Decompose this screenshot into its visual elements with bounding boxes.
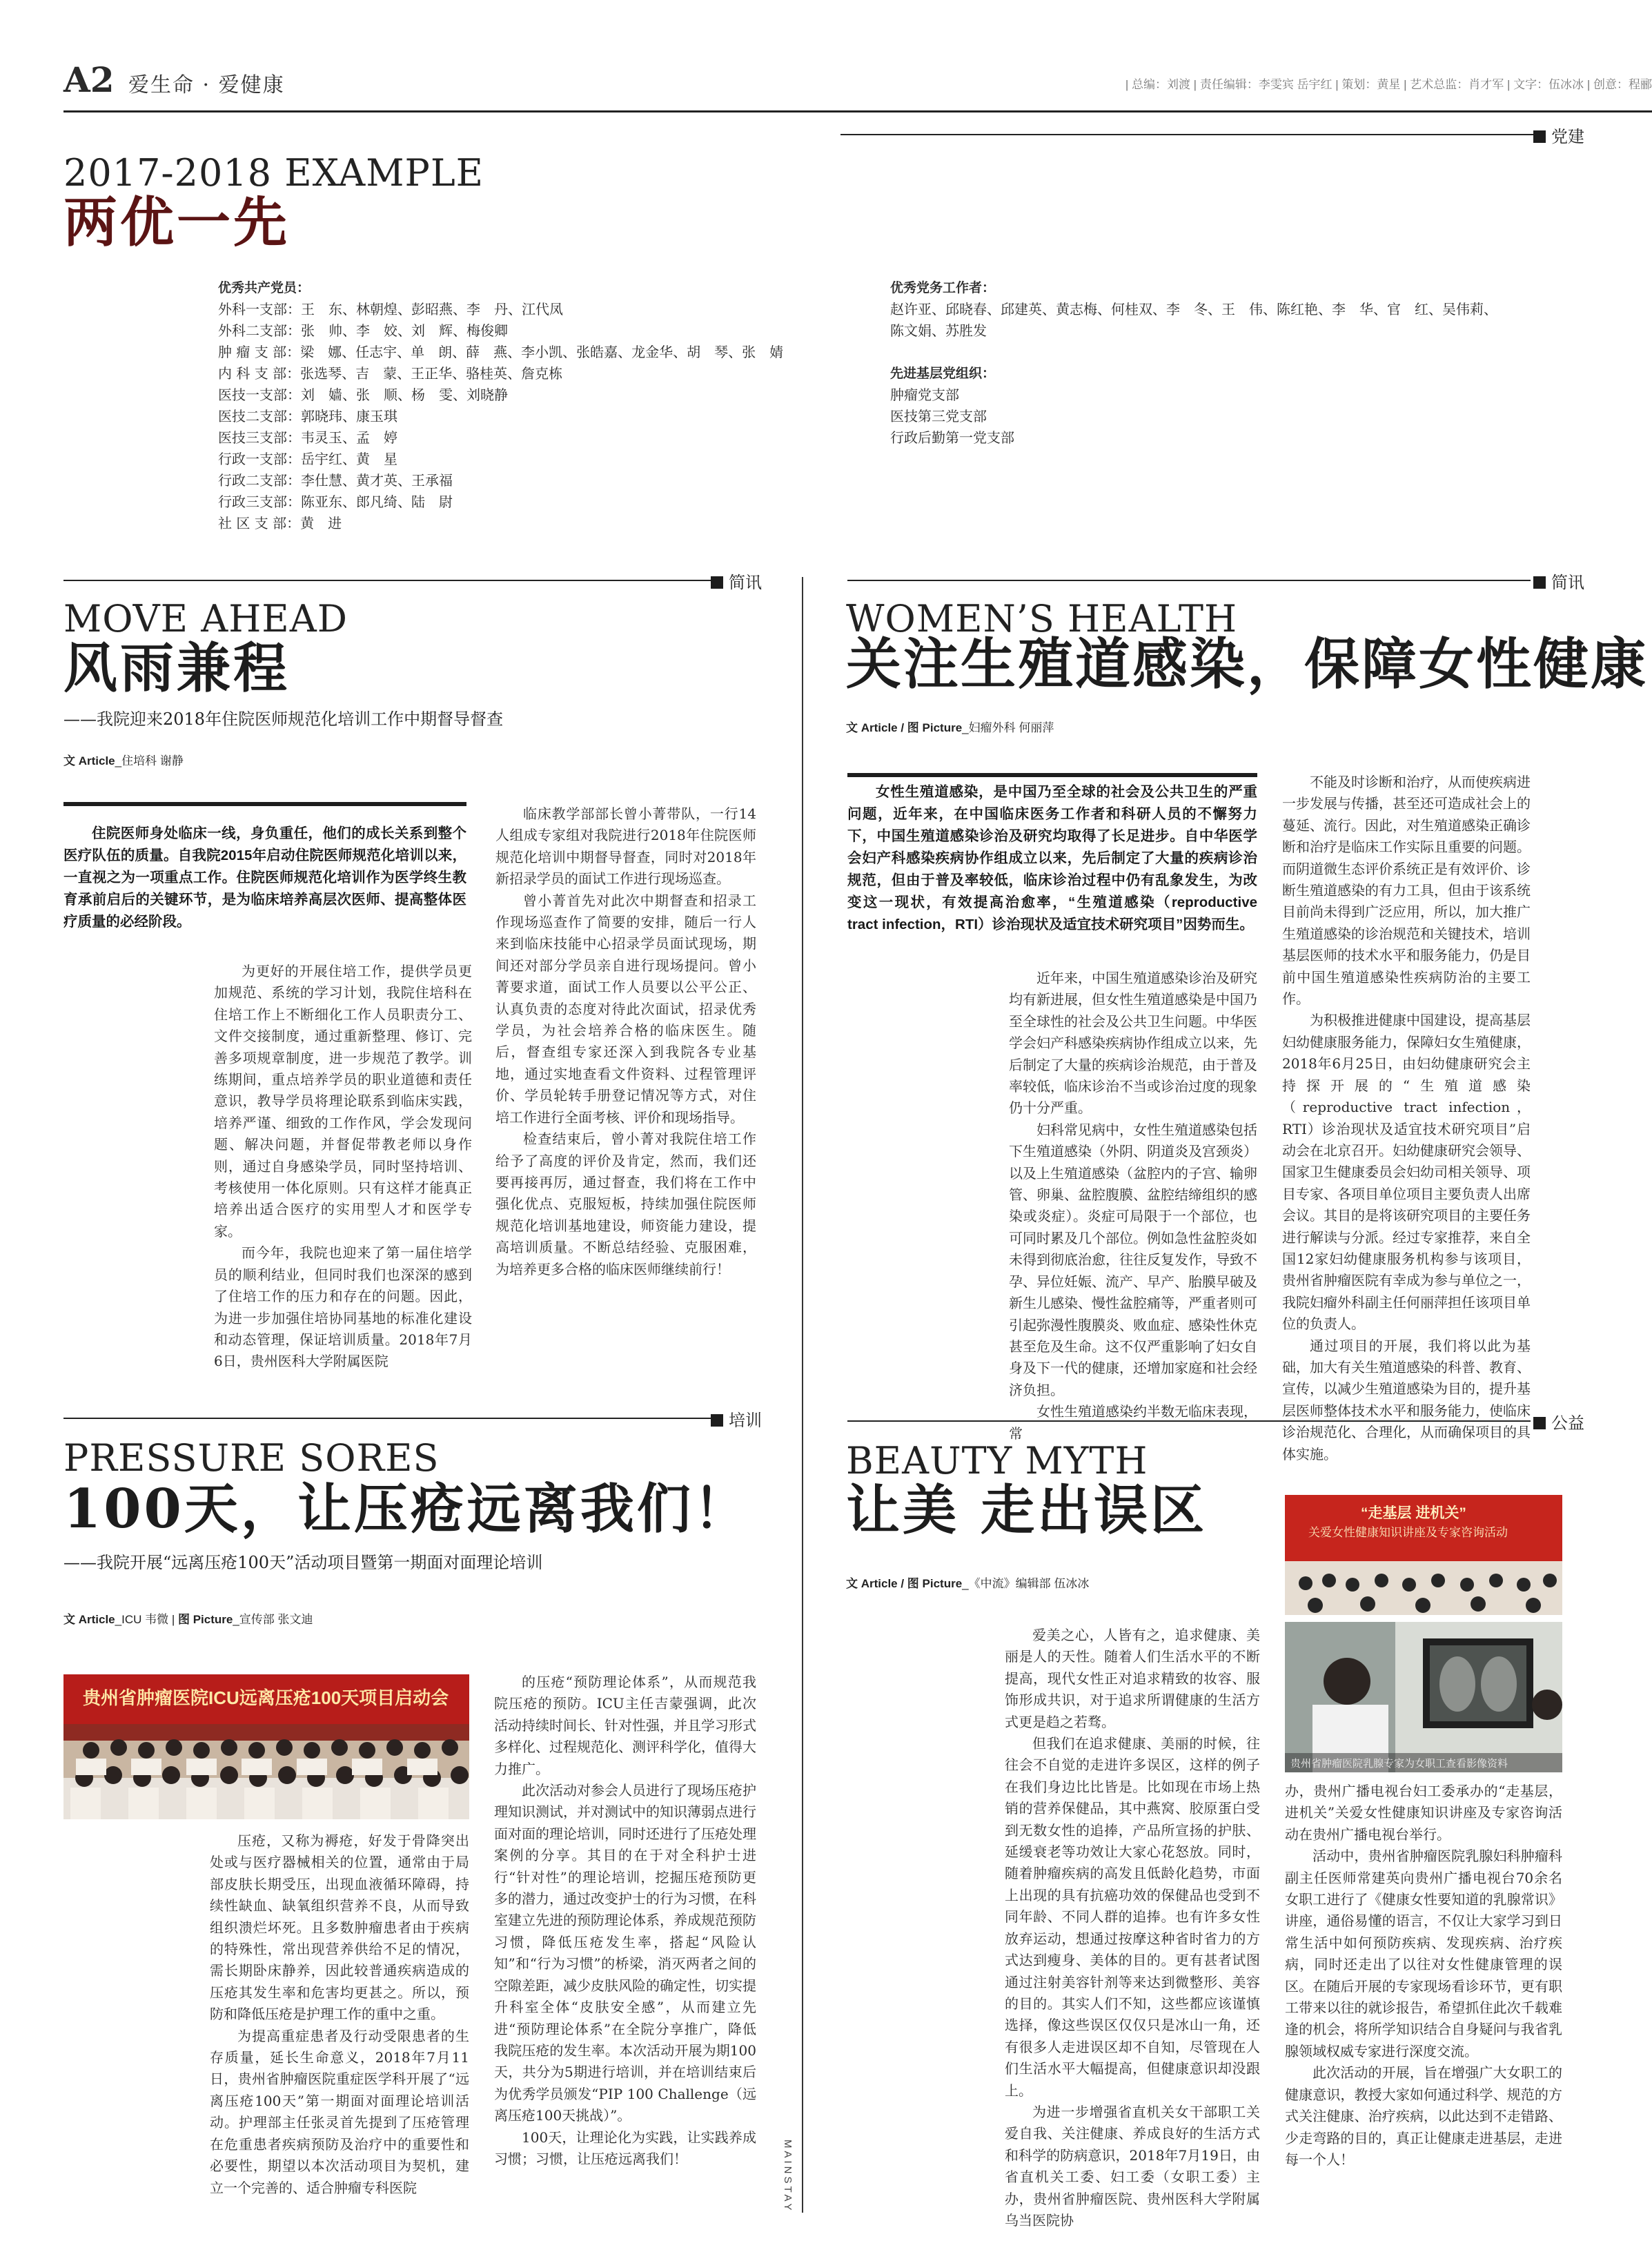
lecture-photo: [1285, 1495, 1562, 1615]
list-item: 社 区 支 部：黄 进: [218, 515, 342, 531]
list-item: 内 科 支 部：张选琴、吉 蒙、王正华、骆桂英、詹克栋: [218, 365, 563, 382]
s5-cn-title: 让美 走出误区: [846, 1479, 1208, 1542]
list-item: 外科一支部：王 东、林朝煌、彭昭燕、李 丹、江代凤: [218, 301, 563, 317]
s2-subtitle: ——我院迎来2018年住院医师规范化培训工作中期督导督查: [63, 709, 504, 729]
list-item: 行政一支部：岳宇红、黄 星: [218, 451, 397, 467]
column-divider: [802, 577, 803, 2213]
lecture-banner-title: “走基层 进机关”: [1361, 1505, 1466, 1521]
s5-byline: 文 Article / 图 Picture_《中流》编辑部 伍冰冰: [846, 1577, 1090, 1590]
s2-tag-rule: [63, 580, 711, 581]
list-item: 行政后勤第一党支部: [890, 429, 1014, 446]
tag-square-icon: [711, 1414, 723, 1427]
s2-lead: 住院医师身处临床一线，身负重任，他们的成长关系到整个医疗队伍的质量。自我院2015年启动住院医师规范化培训以来，一直视之为一项重点工作。住院医师规范化培训作为医学终生教育承前启后的关键环节，是为临床培养高层次医师、提高整体医疗质量的必经阶段。: [63, 825, 466, 930]
s3-tag-rule: [847, 580, 1531, 581]
s3-col1: 近年来，中国生殖道感染诊治及研究均有新进展，但女性生殖道感染是中国乃至全球性的社会及公共卫生问题。中华医学会妇产科感染疾病协作组成立以来，先后制定了大量的疾病诊治规范，由于普及率较低，临床诊治不当或诊治过度的现象仍十分严重。 妇科常见病中，女性生殖道感染包括下生殖道感染（外阴、阴道炎及宫颈炎）以及上生殖道感染（盆腔内的子宫、输卵管、卵巢、盆腔腹膜、盆腔结缔组织的感染或炎症）。炎症可局限于一个部位，也可同时累及几个部位。例如急性盆腔炎如未得到彻底治愈，往往反复发作，导致不孕、异位妊娠、流产、早产、胎膜早破及新生儿感染、慢性盆腔痛等，严重者则可引起弥漫性腹膜炎、败血症、感染性休克甚至危及生命。这不仅严重影响了妇女自身及下一代的健康，还增加家庭和社会经济负担。 女性生殖道感染约半数无临床表现，常: [1009, 970, 1257, 1442]
s4-en-title: PRESSURE SORES: [63, 1436, 440, 1480]
s3-tag: 简讯: [1533, 569, 1584, 593]
s5-col1: 爱美之心，人皆有之，追求健康、美丽是人的天性。随着人们生活水平的不断提高，现代女性正对追求精致的妆容、服饰形成共识，对于追求所谓健康的生活方式更是趋之若骛。 但我们在追求健康、美丽的时候，往往会不自觉的走进许多误区，这样的例子在我们身边比比皆是。比如现在市场上热销的营养保健品，其中燕窝、胶原蛋白受到无数女性的追捧，产品所宣扬的护肤、延缓衰老等功效让大家心花怒放。同时，随着肿瘤疾病的高发且低龄化趋势，市面上出现的具有抗癌功效的保健品也受到不同年龄、不同人群的追捧。也有许多女性放弃运动，想通过按摩这种省时省力的方式达到瘦身、美体的目的。更有甚者试图通过注射美容针剂等来达到微整形、美容的目的。其实人们不知，这些都应该谨慎选择，像这些误区仅仅只是冰山一角，还有很多人走进误区却不自知，尽管现在人们生活水平大幅提高，但健康意识却没跟上。 为进一步增强省直机关女干部职工关爱自我、关注健康、养成良好的生活方式和科学的防病意识，2018年7月19日，由省直机关工委、妇工委（女职工委）主办，贵州省肿瘤医院、贵州医科大学附属乌当医院协: [1005, 1627, 1260, 2229]
list-item: 肿 瘤 支 部：梁 娜、任志宇、单 朗、薛 燕、李小凯、张皓嘉、龙金华、胡 琴、张 婧: [218, 344, 784, 360]
excellent-members-list: [218, 277, 839, 534]
tag-square-icon: [1533, 576, 1546, 589]
party-tag-rule: [840, 134, 1537, 135]
s2-en-title: MOVE AHEAD: [63, 597, 348, 640]
list-item: 陈文娟、苏胜发: [890, 322, 987, 339]
s4-cn-title: 100天，让压疮远离我们！: [63, 1478, 750, 1540]
tag-square-icon: [711, 576, 723, 589]
consultation-photo: [1285, 1622, 1562, 1772]
masthead-credits: | 总编：刘渡 | 责任编辑：李雯宾 岳宇红 | 策划：黄星 | 艺术总监：肖才军 | 文字：伍冰冰 | 创意：程郦: [1125, 78, 1652, 91]
s2-col1: 为更好的开展住培工作，提供学员更加规范、系统的学习计划，我院住培科在住培工作上不断细化工作人员职责分工、文件交接制度，通过重新整理、修订、完善多项规章制度，进一步规范了教学。训练期间，重点培养学员的职业道德和责任意识，教导学员将理论联系到临床实践，培养严谨、细致的工作作风，学会发现问题、解决问题，并督促带教老师以身作则，通过自身感染学员，同时坚持培训、考核使用一体化原则。只有这样才能真正培养出适合医疗的实用型人才和医学专家。 而今年，我院也迎来了第一届住培学员的顺利结业，但同时我们也深深的感到了住培工作的压力和存在的问题。因此，为进一步加强住培协同基地的标准化建设和动态管理，保证培训质量。2018年7月6日，贵州医科大学附属医院: [214, 963, 472, 1370]
s4-col1: 压疮，又称为褥疮，好发于骨降突出处或与医疗器械相关的位置，通常由于局部皮肤长期受压，出现血液循环障碍，持续性缺血、缺氧组织营养不良，从而导致组织溃烂坏死。且多数肿瘤患者由于疾病的特殊性，常出现营养供给不足的情况，需长期卧床静养，因此较普通疾病造成的压疮其发生率和危害均更甚之。所以，预防和降低压疮是护理工作的重中之重。 为提高重症患者及行动受限患者的生存质量，延长生命意义，2018年7月11日，贵州省肿瘤医院重症医学科开展了“远离压疮100天”第一期面对面理论培训活动。护理部主任张灵首先提到了压疮管理在危重患者疾病预防及治疗中的重要性和必要性，期望以本次活动项目为契机，建立一个完善的、适合肿瘤专科医院: [210, 1832, 469, 2196]
party-tag: 党建: [1533, 123, 1584, 147]
section-name: 爱生命 · 爱健康: [128, 73, 285, 97]
s3-en-title: WOMEN’S HEALTH: [846, 597, 1238, 640]
tag-square-icon: [1533, 130, 1546, 143]
s1-en-title: 2017-2018 EXAMPLE: [63, 151, 484, 195]
s3-lead-rule: [847, 773, 1257, 777]
s4-tag: 培训: [711, 1407, 762, 1431]
list-item: 赵许亚、邱晓春、邱建英、黄志梅、何桂双、李 冬、王 伟、陈红艳、李 华、官 红、吴伟莉、: [890, 301, 1497, 317]
s3-cn-title: 关注生殖道感染，保障女性健康: [846, 632, 1648, 696]
s1-cn-title: 两优一先: [63, 191, 291, 254]
tag-square-icon: [1533, 1417, 1546, 1429]
s2-cn-title: 风雨兼程: [63, 637, 291, 700]
list-item: 肿瘤党支部: [890, 386, 959, 403]
list-item: 行政三支部：陈亚东、郎凡绮、陆 尉: [218, 493, 453, 510]
s4-byline: 文 Article_ICU 韦微 | 图 Picture_宣传部 张文迪: [63, 1613, 313, 1626]
s2-col2: 临床教学部部长曾小菁带队，一行14人组成专家组对我院进行2018年住院医师规范化培训中期督导督查，同时对2018年新招录学员的面试工作进行现场巡查。 曾小菁首先对此次中期督查和招录工作现场巡查作了简要的安排，随后一行人来到临床技能中心招录学员面试现场，期间还对部分学员亲自进行现场提问。曾小菁要求道，面试工作人员要以公平公正、认真负责的态度对待此次面试，招录优秀学员，为社会培养合格的临床医生。随后，督查组专家还深入到我院各专业基地，通过实地查看文件资料、过程管理评价、学员轮转手册登记情况等方式，对住培工作进行全面考核、评价和现场指导。 检查结束后，曾小菁对我院住培工作给予了高度的评价及肯定，然而，我们还要再接再厉，通过督查，我们将在工作中强化优点、克服短板，持续加强住院医师规范化培训基地建设，师资能力建设，提高培训质量。不断总结经验、克服困难，为培养更多合格的临床医师继续前行！: [495, 805, 756, 1278]
lecture-banner-subtitle: 关爱女性健康知识讲座及专家咨询活动: [1308, 1526, 1508, 1539]
s5-en-title: BEAUTY MYTH: [846, 1439, 1148, 1482]
list-heading: 先进基层党组织：: [890, 366, 996, 381]
s2-lead-rule: [63, 802, 466, 806]
s2-tag: 简讯: [711, 569, 762, 593]
group-photo: [63, 1674, 469, 1819]
list-item: 医技二支部：郭晓玮、康玉琪: [218, 408, 397, 424]
list-item: 行政二支部：李仕慧、黄才英、王承福: [218, 472, 453, 489]
photo-caption: 贵州省肿瘤医院乳腺专家为女职工查看影像资料: [1290, 1758, 1508, 1770]
list-item: 医技三支部：韦灵玉、孟 婷: [218, 429, 397, 446]
s5-tag-rule: [847, 1420, 1531, 1422]
list-heading: 优秀共产党员：: [218, 281, 311, 295]
list-item: 外科二支部：张 帅、李 姣、刘 辉、梅俊卿: [218, 322, 508, 339]
list-heading: 优秀党务工作者：: [890, 281, 996, 295]
mainstay-label: MAINSTAY: [782, 2140, 794, 2213]
s5-tag: 公益: [1533, 1409, 1584, 1433]
page-number: A2: [63, 59, 115, 100]
header-rule: [63, 110, 1652, 112]
s3-lead: 女性生殖道感染，是中国乃至全球的社会及公共卫生的严重问题，近年来，在中国临床医务工作者和科研人员的不懈努力下，中国生殖道感染诊治及研究均取得了长足进步。自中华医学会妇产科感染疾病协作组成立以来，先后制定了大量的疾病诊治规范，但由于普及率较低，临床诊治过程中仍有乱象发生，为改变这一现状，有效提高治愈率，“生殖道感染（reproductive tract infection，RTI）诊治现状及适宜技术研究项目”因势而生。: [847, 784, 1257, 932]
s5-col2: 办，贵州广播电视台妇工委承办的“走基层，进机关”关爱女性健康知识讲座及专家咨询活动在贵州广播电视台举行。 活动中，贵州省肿瘤医院乳腺妇科肿瘤科副主任医师常建英向贵州广播电视台70余名女职工进行了《健康女性要知道的乳腺常识》讲座，通俗易懂的语言，不仅让大家学习到日常生活中如何预防疾病、发现疾病、治疗疾病，同时还走出了以往对女性健康管理的误区。在随后开展的专家现场看诊环节，更有职工带来以往的就诊报告，希望抓住此次千载难逢的机会，将所学知识结合自身疑问与我省乳腺领域权威专家进行深度交流。 此次活动的开展，旨在增强广大女职工的健康意识，教授大家如何通过科学、规范的方式关注健康、治疗疾病，以此达到不走错路、少走弯路的目的，真正让健康走进基层，走进每一个人！: [1285, 1783, 1562, 2168]
list-item: 医技一支部：刘 嫱、张 顺、杨 雯、刘晓静: [218, 386, 508, 403]
s4-subtitle: ——我院开展“远离压疮100天”活动项目暨第一期面对面理论培训: [63, 1553, 543, 1572]
list-item: 医技第三党支部: [890, 408, 987, 424]
s4-tag-rule: [63, 1418, 711, 1419]
s4-col2: 的压疮“预防理论体系”，从而规范我院压疮的预防。ICU主任吉蒙强调，此次活动持续时间长、针对性强，并且学习形式多样化、过程规范化、测评科学化，值得大力推广。 此次活动对参会人员进行了现场压疮护理知识测试，并对测试中的知识薄弱点进行面对面的理论培训，同时还进行了压疮处理案例的分享。其目的在于对全科护士进行“针对性”的理论培训，挖掘压疮预防更多的潜力，通过改变护士的行为习惯，在科室建立先进的预防理论体系，养成规范预防习惯，降低压疮发生率，搭起“风险认知”和“行为习惯”的桥梁，消灭两者之间的空隙差距，减少皮肤风险的确定性，切实提升科室全体“皮肤安全感”，从而建立先进“预防理论体系”在全院分享推广，降低我院压疮的发生率。本次活动开展为期100天，共分为5期进行培训，并在培训结束后为优秀学员颁发“PIP 100 Challenge（远离压疮100天挑战）”。 100天，让理论化为实践，让实践养成习惯；习惯，让压疮远离我们！: [494, 1674, 756, 2167]
s3-col2: 不能及时诊断和治疗，从而使疾病进一步发展与传播，甚至还可造成社会上的蔓延、流行。因此，对生殖道感染正确诊断和治疗是临床工作实际且重要的问题。而阴道微生态评价系统正是有效评价、诊断生殖道感染的有力工具，但由于该系统目前尚未得到广泛应用，所以，加大推广生殖道感染的诊治规范和关键技术，培训基层医师的技术水平和服务能力，仍是目前中国生殖道感染性疾病防治的主要工作。 为积极推进健康中国建设，提高基层妇幼健康服务能力，保障妇女生殖健康，2018年6月25日，由妇幼健康研究会主持探开展的“生殖道感染（reproductive tract infection，RTI）诊治现状及适宜技术研究项目”启动会在北京召开。妇幼健康研究会领导、国家卫生健康委员会妇幼司相关领导、项目专家、各项目单位项目主要负责人出席会议。其目的是将该研究项目的主要任务进行解读与分派。经过专家推荐，来自全国12家妇幼健康服务机构参与该项目，贵州省肿瘤医院有幸成为参与单位之一，我院妇瘤外科副主任何丽萍担任该项目单位的负责人。 通过项目的开展，我们将以此为基础，加大有关生殖道感染的科普、教育、宣传，以减少生殖道感染为目的，提升基层医师整体技术水平和服务能力，使临床诊治规范化、合理化，从而确保项目的具体实施。: [1282, 774, 1531, 1462]
s3-byline: 文 Article / 图 Picture_妇瘤外科 何丽萍: [846, 721, 1054, 734]
s2-byline: 文 Article_住培科 谢静: [63, 754, 184, 767]
photo-banner-text: 贵州省肿瘤医院ICU远离压疮100天项目启动会: [83, 1687, 449, 1708]
party-workers-list: [890, 277, 1594, 449]
